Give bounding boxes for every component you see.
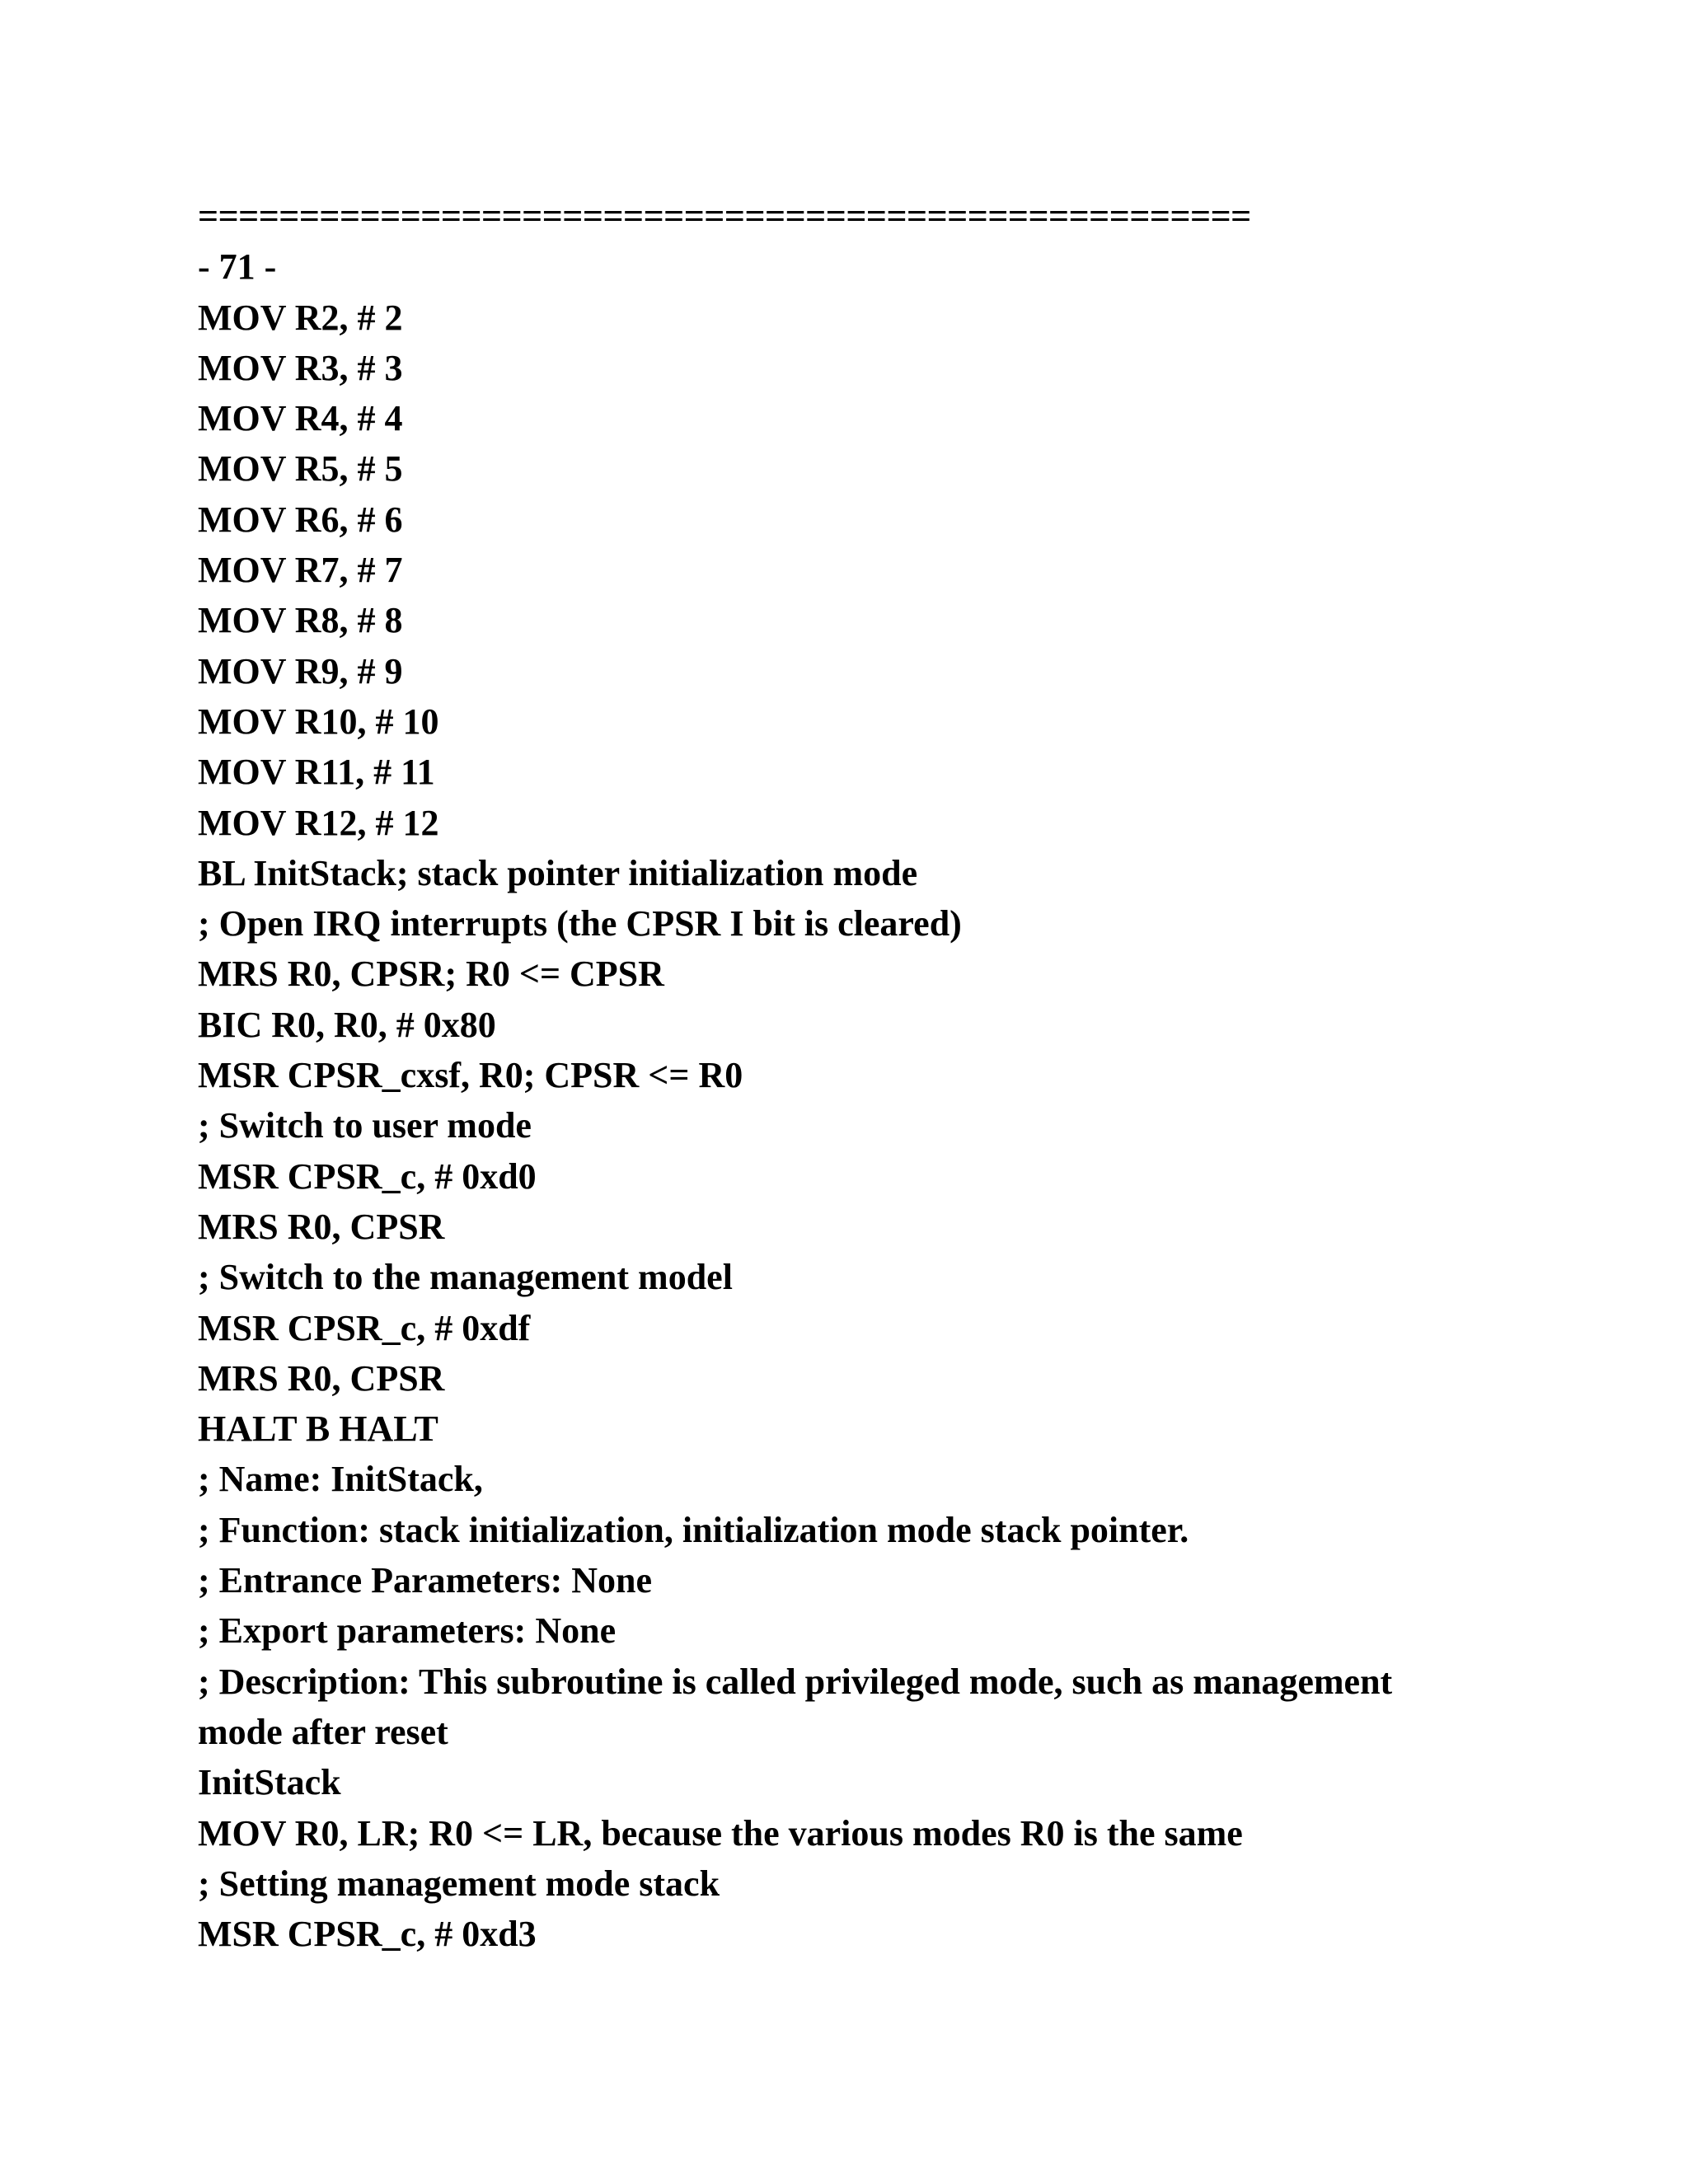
code-line: MOV R11, # 11 — [198, 752, 435, 793]
code-line: BIC R0, R0, # 0x80 — [198, 1004, 496, 1045]
code-line: MOV R0, LR; R0 <= LR, because the various modes R0 is the same — [198, 1812, 1243, 1854]
comment-line: ; Switch to the management model — [198, 1257, 733, 1298]
code-line: MOV R3, # 3 — [198, 347, 403, 388]
comment-line: ; Function: stack initialization, initialization mode stack pointer. — [198, 1509, 1189, 1550]
comment-line: ; Entrance Parameters: None — [198, 1560, 653, 1601]
code-line: HALT B HALT — [198, 1408, 438, 1450]
code-line: MOV R8, # 8 — [198, 600, 403, 641]
code-line: MSR CPSR_cxsf, R0; CPSR <= R0 — [198, 1055, 743, 1096]
code-line: MOV R6, # 6 — [198, 499, 403, 540]
document-body — [198, 191, 1517, 1959]
comment-line: ; Switch to user mode — [198, 1105, 532, 1146]
code-line: MSR CPSR_c, # 0xd3 — [198, 1914, 537, 1955]
code-line: MOV R9, # 9 — [198, 650, 403, 691]
comment-line: ; Open IRQ interrupts (the CPSR I bit is cleared) — [198, 903, 962, 944]
separator-rule: ==================================================== — [198, 196, 1251, 237]
label-line: InitStack — [198, 1762, 341, 1803]
comment-continuation-line: mode after reset — [198, 1711, 448, 1752]
code-line: MOV R10, # 10 — [198, 701, 439, 742]
code-line: MRS R0, CPSR; R0 <= CPSR — [198, 954, 664, 995]
code-line: MSR CPSR_c, # 0xdf — [198, 1307, 531, 1348]
code-line: MOV R7, # 7 — [198, 550, 403, 591]
page-number: - 71 - — [198, 246, 277, 288]
code-line: MOV R5, # 5 — [198, 448, 403, 490]
code-line: MOV R12, # 12 — [198, 802, 439, 843]
code-line: BL InitStack; stack pointer initialization mode — [198, 852, 918, 893]
comment-line: ; Setting management mode stack — [198, 1863, 720, 1904]
comment-line: ; Name: InitStack, — [198, 1459, 483, 1500]
code-line: MRS R0, CPSR — [198, 1206, 445, 1247]
comment-line: ; Export parameters: None — [198, 1610, 617, 1652]
comment-line: ; Description: This subroutine is called privileged mode, such as management — [198, 1661, 1393, 1702]
code-line: MOV R4, # 4 — [198, 398, 403, 439]
code-line: MRS R0, CPSR — [198, 1357, 445, 1399]
code-line: MSR CPSR_c, # 0xd0 — [198, 1155, 537, 1197]
code-line: MOV R2, # 2 — [198, 297, 403, 338]
